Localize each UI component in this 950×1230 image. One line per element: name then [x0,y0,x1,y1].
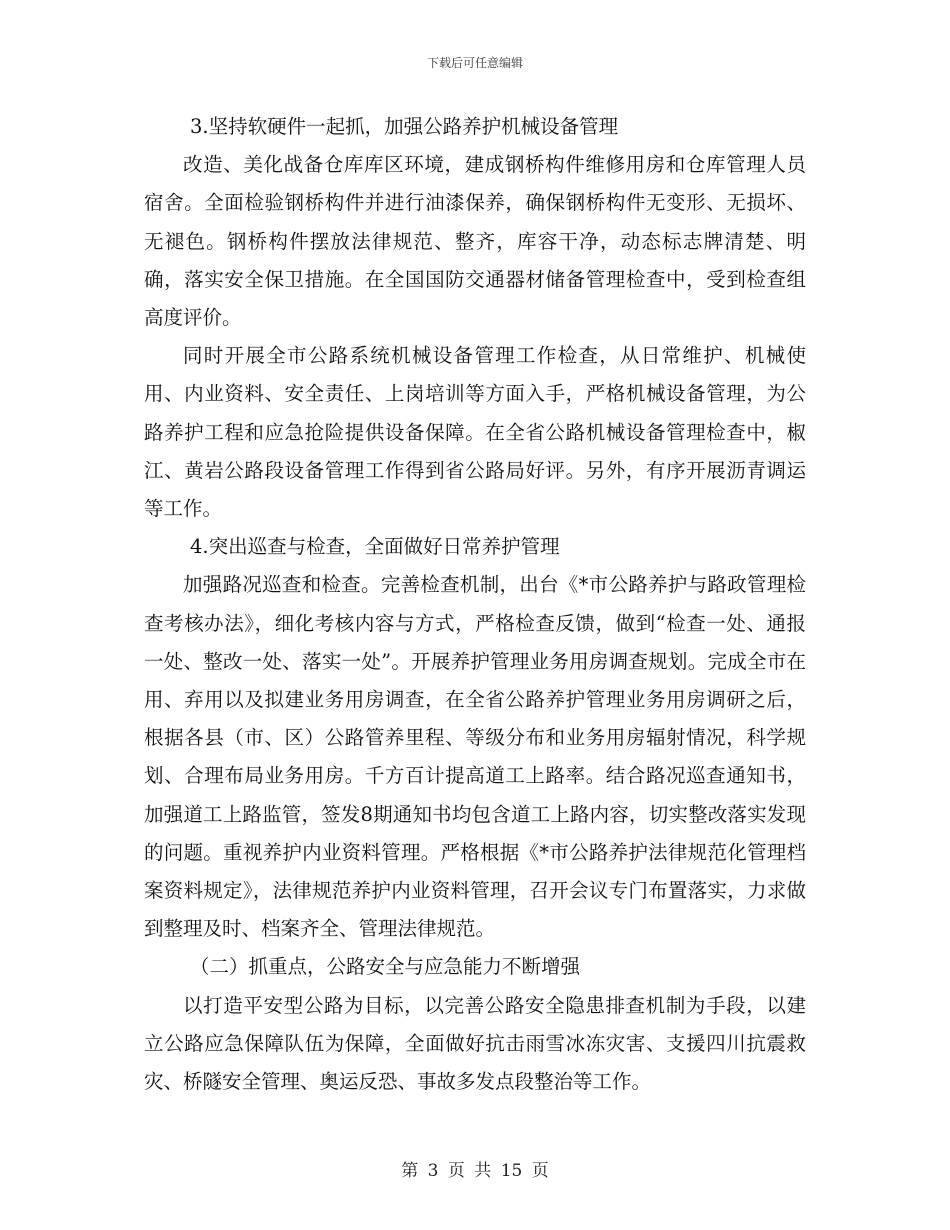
paragraph-safety: 以打造平安型公路为目标，以完善公路安全隐患排查机制为手段，以建立公路应急保障队伍为保障，全面做好抗击雨雪冰冻灾害、支援四川抗震救灾、桥隧安全管理、奥运反恐、事故多发点段整治等工作。 [144,993,806,1094]
paragraph-road-inspection: 加强路况巡查和检查。完善检查机制，出台《*市公路养护与路政管理检查考核办法》，细化考核内容与方式，严格检查反馈，做到“检查一处、通报一处、整改一处、落实一处”。开展养护管理业务用房调查规划。完成全市在用、弃用以及拟建业务用房调查，在全省公路养护管理业务用房调研之后，根据各县（市、区）公路管养里程、等级分布和业务用房辐射情况，科学规划、合理布局业务用房。千方百计提高道工上路率。结合路况巡查通知书，加强道工上路监管，签发8期通知书均包含道工上路内容，切实整改落实发现的问题。重视养护内业资料管理。严格根据《*市公路养护法律规范化管理档案资料规定》，法律规范养护内业资料管理，召开会议专门布置落实，力求做到整理及时、档案齐全、管理法律规范。 [144,573,806,941]
section-heading-4: 4.突出巡查与检查，全面做好日常养护管理 [190,535,560,559]
page-number-footer: 第 3 页 共 15 页 [401,1161,549,1181]
paragraph-machinery-inspection: 同时开展全市公路系统机械设备管理工作检查，从日常维护、机械使用、内业资料、安全责任、上岗培训等方面入手，严格机械设备管理，为公路养护工程和应急抢险提供设备保障。在全省公路机械设备管理检查中，椒江、黄岩公路段设备管理工作得到省公路局好评。另外，有序开展沥青调运等工作。 [144,344,806,521]
document-body [144,108,806,1101]
page-header-note: 下载后可任意编辑 [426,56,523,70]
section-heading-3: 3.坚持软硬件一起抓，加强公路养护机械设备管理 [190,115,619,138]
section-heading-part-2: （二）抓重点，公路安全与应急能力不断增强 [190,955,581,979]
paragraph-warehouse: 改造、美化战备仓库库区环境，建成钢桥构件维修用房和仓库管理人员宿舍。全面检验钢桥构件并进行油漆保养，确保钢桥构件无变形、无损坏、无褪色。钢桥构件摆放法律规范、整齐，库容干净，动态标志牌清楚、明确，落实安全保卫措施。在全国国防交通器材储备管理检查中，受到检查组高度评价。 [144,153,806,330]
